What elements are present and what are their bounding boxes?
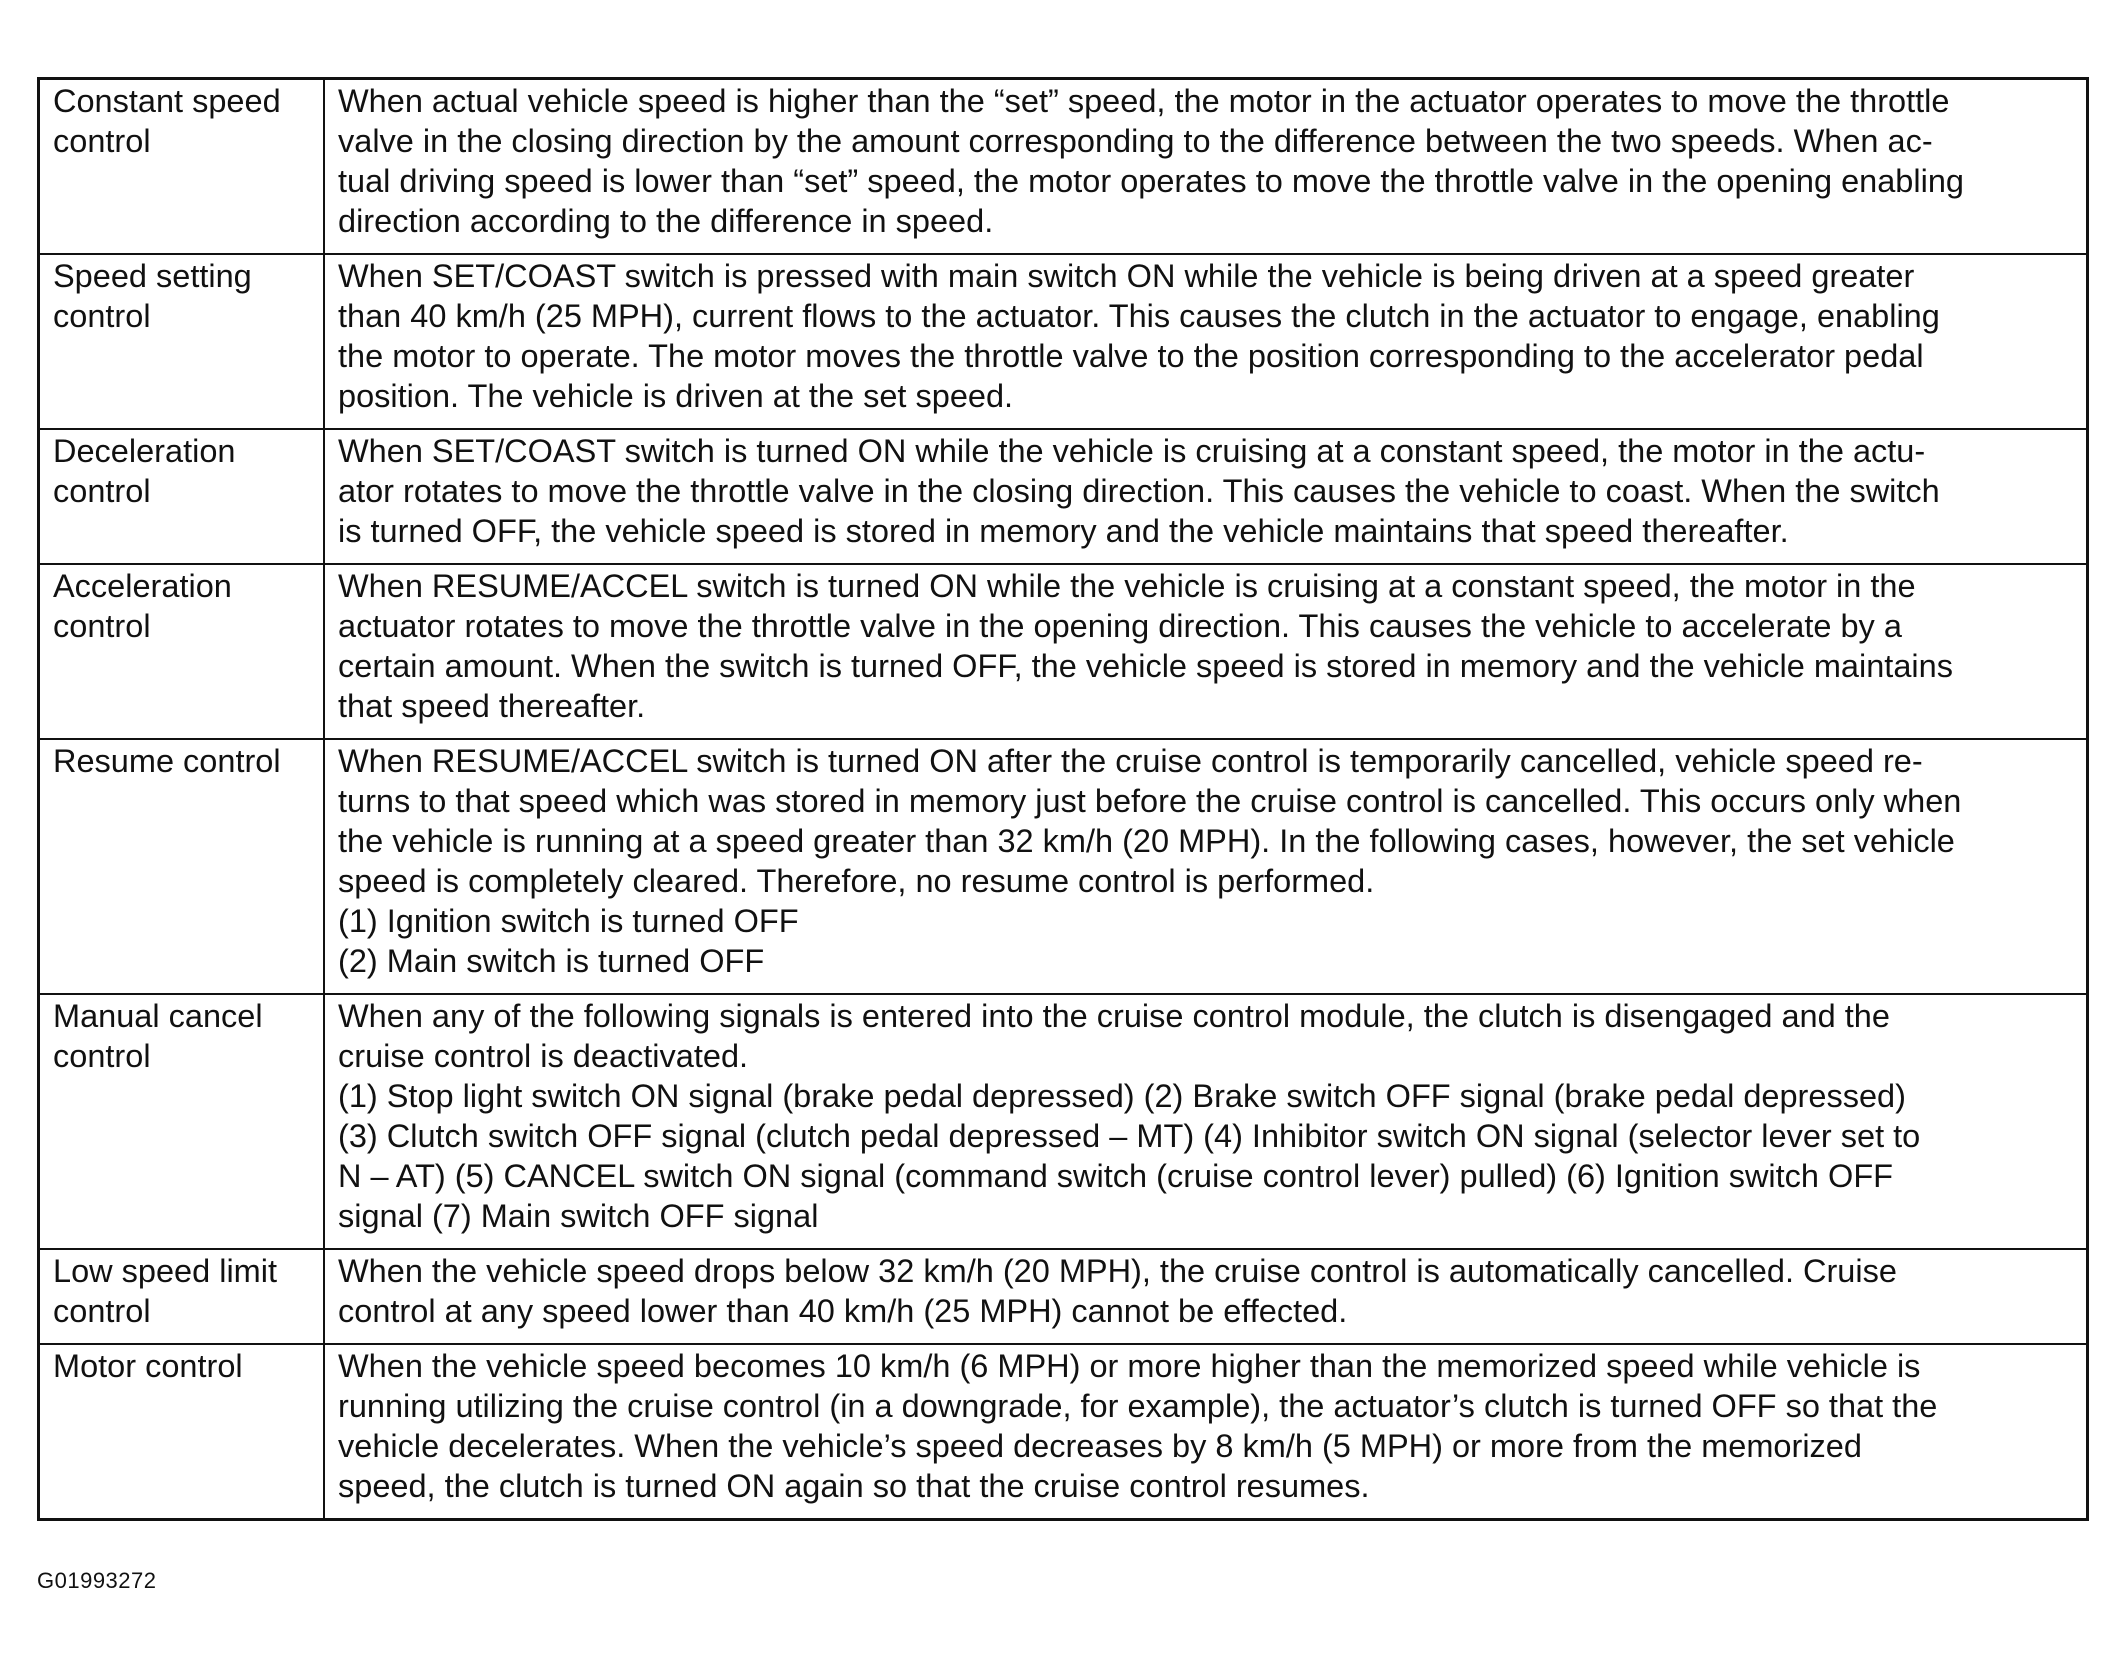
function-description-line: When the vehicle speed becomes 10 km/h (6 MPH) or more higher than the memorized speed while vehicle is	[338, 1348, 1921, 1384]
function-description-line: is turned OFF, the vehicle speed is stored in memory and the vehicle maintains that speed thereafter.	[338, 513, 1789, 549]
function-name-line: control	[53, 123, 151, 159]
function-description-line: certain amount. When the switch is turned OFF, the vehicle speed is stored in memory and the vehicle maintains	[338, 648, 1953, 684]
function-description-line: control at any speed lower than 40 km/h (25 MPH) cannot be effected.	[338, 1293, 1348, 1329]
function-description-cell	[324, 429, 2088, 564]
function-description-line: that speed thereafter.	[338, 688, 646, 724]
table-row	[39, 1344, 2088, 1520]
function-description-line: ator rotates to move the throttle valve in the closing direction. This causes the vehicle to coast. When the switch	[338, 473, 1940, 509]
function-name-line: control	[53, 473, 151, 509]
function-name-line: control	[53, 608, 151, 644]
function-description-line: (1) Stop light switch ON signal (brake pedal depressed) (2) Brake switch OFF signal (brake pedal depressed)	[338, 1078, 1906, 1114]
function-name-line: control	[53, 1038, 151, 1074]
table-row	[39, 429, 2088, 564]
function-description-line: actuator rotates to move the throttle valve in the opening direction. This causes the vehicle to accelerate by a	[338, 608, 1902, 644]
function-description-line: When RESUME/ACCEL switch is turned ON after the cruise control is temporarily cancelled, vehicle speed re-	[338, 743, 1923, 779]
figure-id: G01993272	[37, 1568, 157, 1593]
function-name-cell	[39, 254, 325, 429]
function-description-line: When SET/COAST switch is turned ON while the vehicle is cruising at a constant speed, the motor in the actu-	[338, 433, 1926, 469]
function-name-line: Acceleration	[53, 568, 232, 604]
function-description-line: (2) Main switch is turned OFF	[338, 943, 765, 979]
function-description-cell	[324, 994, 2088, 1249]
function-description-line: speed, the clutch is turned ON again so that the cruise control resumes.	[338, 1468, 1370, 1504]
cruise-control-function-table	[37, 77, 2089, 1521]
table-row	[39, 564, 2088, 739]
function-description-line: direction according to the difference in speed.	[338, 203, 994, 239]
table-row	[39, 994, 2088, 1249]
function-name-line: Motor control	[53, 1348, 243, 1384]
function-description-line: (3) Clutch switch OFF signal (clutch pedal depressed – MT) (4) Inhibitor switch ON signal (selector lever set to	[338, 1118, 1921, 1154]
function-description-cell	[324, 1249, 2088, 1344]
table-row	[39, 739, 2088, 994]
function-name-cell	[39, 739, 325, 994]
function-description-line: tual driving speed is lower than “set” speed, the motor operates to move the throttle valve in the opening enabling	[338, 163, 1964, 199]
function-description-line: speed is completely cleared. Therefore, no resume control is performed.	[338, 863, 1375, 899]
function-description-line: cruise control is deactivated.	[338, 1038, 749, 1074]
table-row	[39, 254, 2088, 429]
function-name-cell	[39, 429, 325, 564]
function-name-line: Resume control	[53, 743, 281, 779]
function-description-line: the vehicle is running at a speed greater than 32 km/h (20 MPH). In the following cases, however, the set vehicle	[338, 823, 1955, 859]
function-description-line: signal (7) Main switch OFF signal	[338, 1198, 819, 1234]
function-name-line: Constant speed	[53, 83, 281, 119]
function-description-line: valve in the closing direction by the amount corresponding to the difference between the two speeds. When ac-	[338, 123, 1933, 159]
function-description-line: When actual vehicle speed is higher than the “set” speed, the motor in the actuator operates to move the throttle	[338, 83, 1950, 119]
function-name-cell	[39, 564, 325, 739]
function-description-line: When SET/COAST switch is pressed with main switch ON while the vehicle is being driven at a speed greater	[338, 258, 1915, 294]
function-name-line: Speed setting	[53, 258, 252, 294]
function-name-line: control	[53, 1293, 151, 1329]
function-description-line: When RESUME/ACCEL switch is turned ON while the vehicle is cruising at a constant speed, the motor in the	[338, 568, 1916, 604]
function-description-cell	[324, 79, 2088, 255]
function-name-cell	[39, 994, 325, 1249]
function-description-line: turns to that speed which was stored in memory just before the cruise control is cancelled. This occurs only when	[338, 783, 1962, 819]
function-description-line: When the vehicle speed drops below 32 km/h (20 MPH), the cruise control is automatically cancelled. Cruise	[338, 1253, 1897, 1289]
function-name-line: Deceleration	[53, 433, 236, 469]
function-description-line: (1) Ignition switch is turned OFF	[338, 903, 799, 939]
function-description-cell	[324, 564, 2088, 739]
function-name-line: Low speed limit	[53, 1253, 277, 1289]
table-row	[39, 79, 2088, 255]
function-description-line: the motor to operate. The motor moves the throttle valve to the position corresponding to the accelerator pedal	[338, 338, 1924, 374]
function-description-cell	[324, 739, 2088, 994]
function-name-cell	[39, 79, 325, 255]
function-description-cell	[324, 254, 2088, 429]
function-description-line: than 40 km/h (25 MPH), current flows to the actuator. This causes the clutch in the actuator to engage, enabling	[338, 298, 1940, 334]
function-name-line: Manual cancel	[53, 998, 263, 1034]
function-name-cell	[39, 1344, 325, 1520]
function-description-line: N – AT) (5) CANCEL switch ON signal (command switch (cruise control lever) pulled) (6) Ignition switch OFF	[338, 1158, 1894, 1194]
function-description-line: position. The vehicle is driven at the set speed.	[338, 378, 1014, 414]
function-description-line: When any of the following signals is entered into the cruise control module, the clutch is disengaged and the	[338, 998, 1890, 1034]
table-body	[39, 79, 2088, 1520]
function-description-line: running utilizing the cruise control (in a downgrade, for example), the actuator’s clutch is turned OFF so that the	[338, 1388, 1938, 1424]
function-description-line: vehicle decelerates. When the vehicle’s speed decreases by 8 km/h (5 MPH) or more from the memorized	[338, 1428, 1862, 1464]
function-name-line: control	[53, 298, 151, 334]
table-row	[39, 1249, 2088, 1344]
function-name-cell	[39, 1249, 325, 1344]
function-description-cell	[324, 1344, 2088, 1520]
